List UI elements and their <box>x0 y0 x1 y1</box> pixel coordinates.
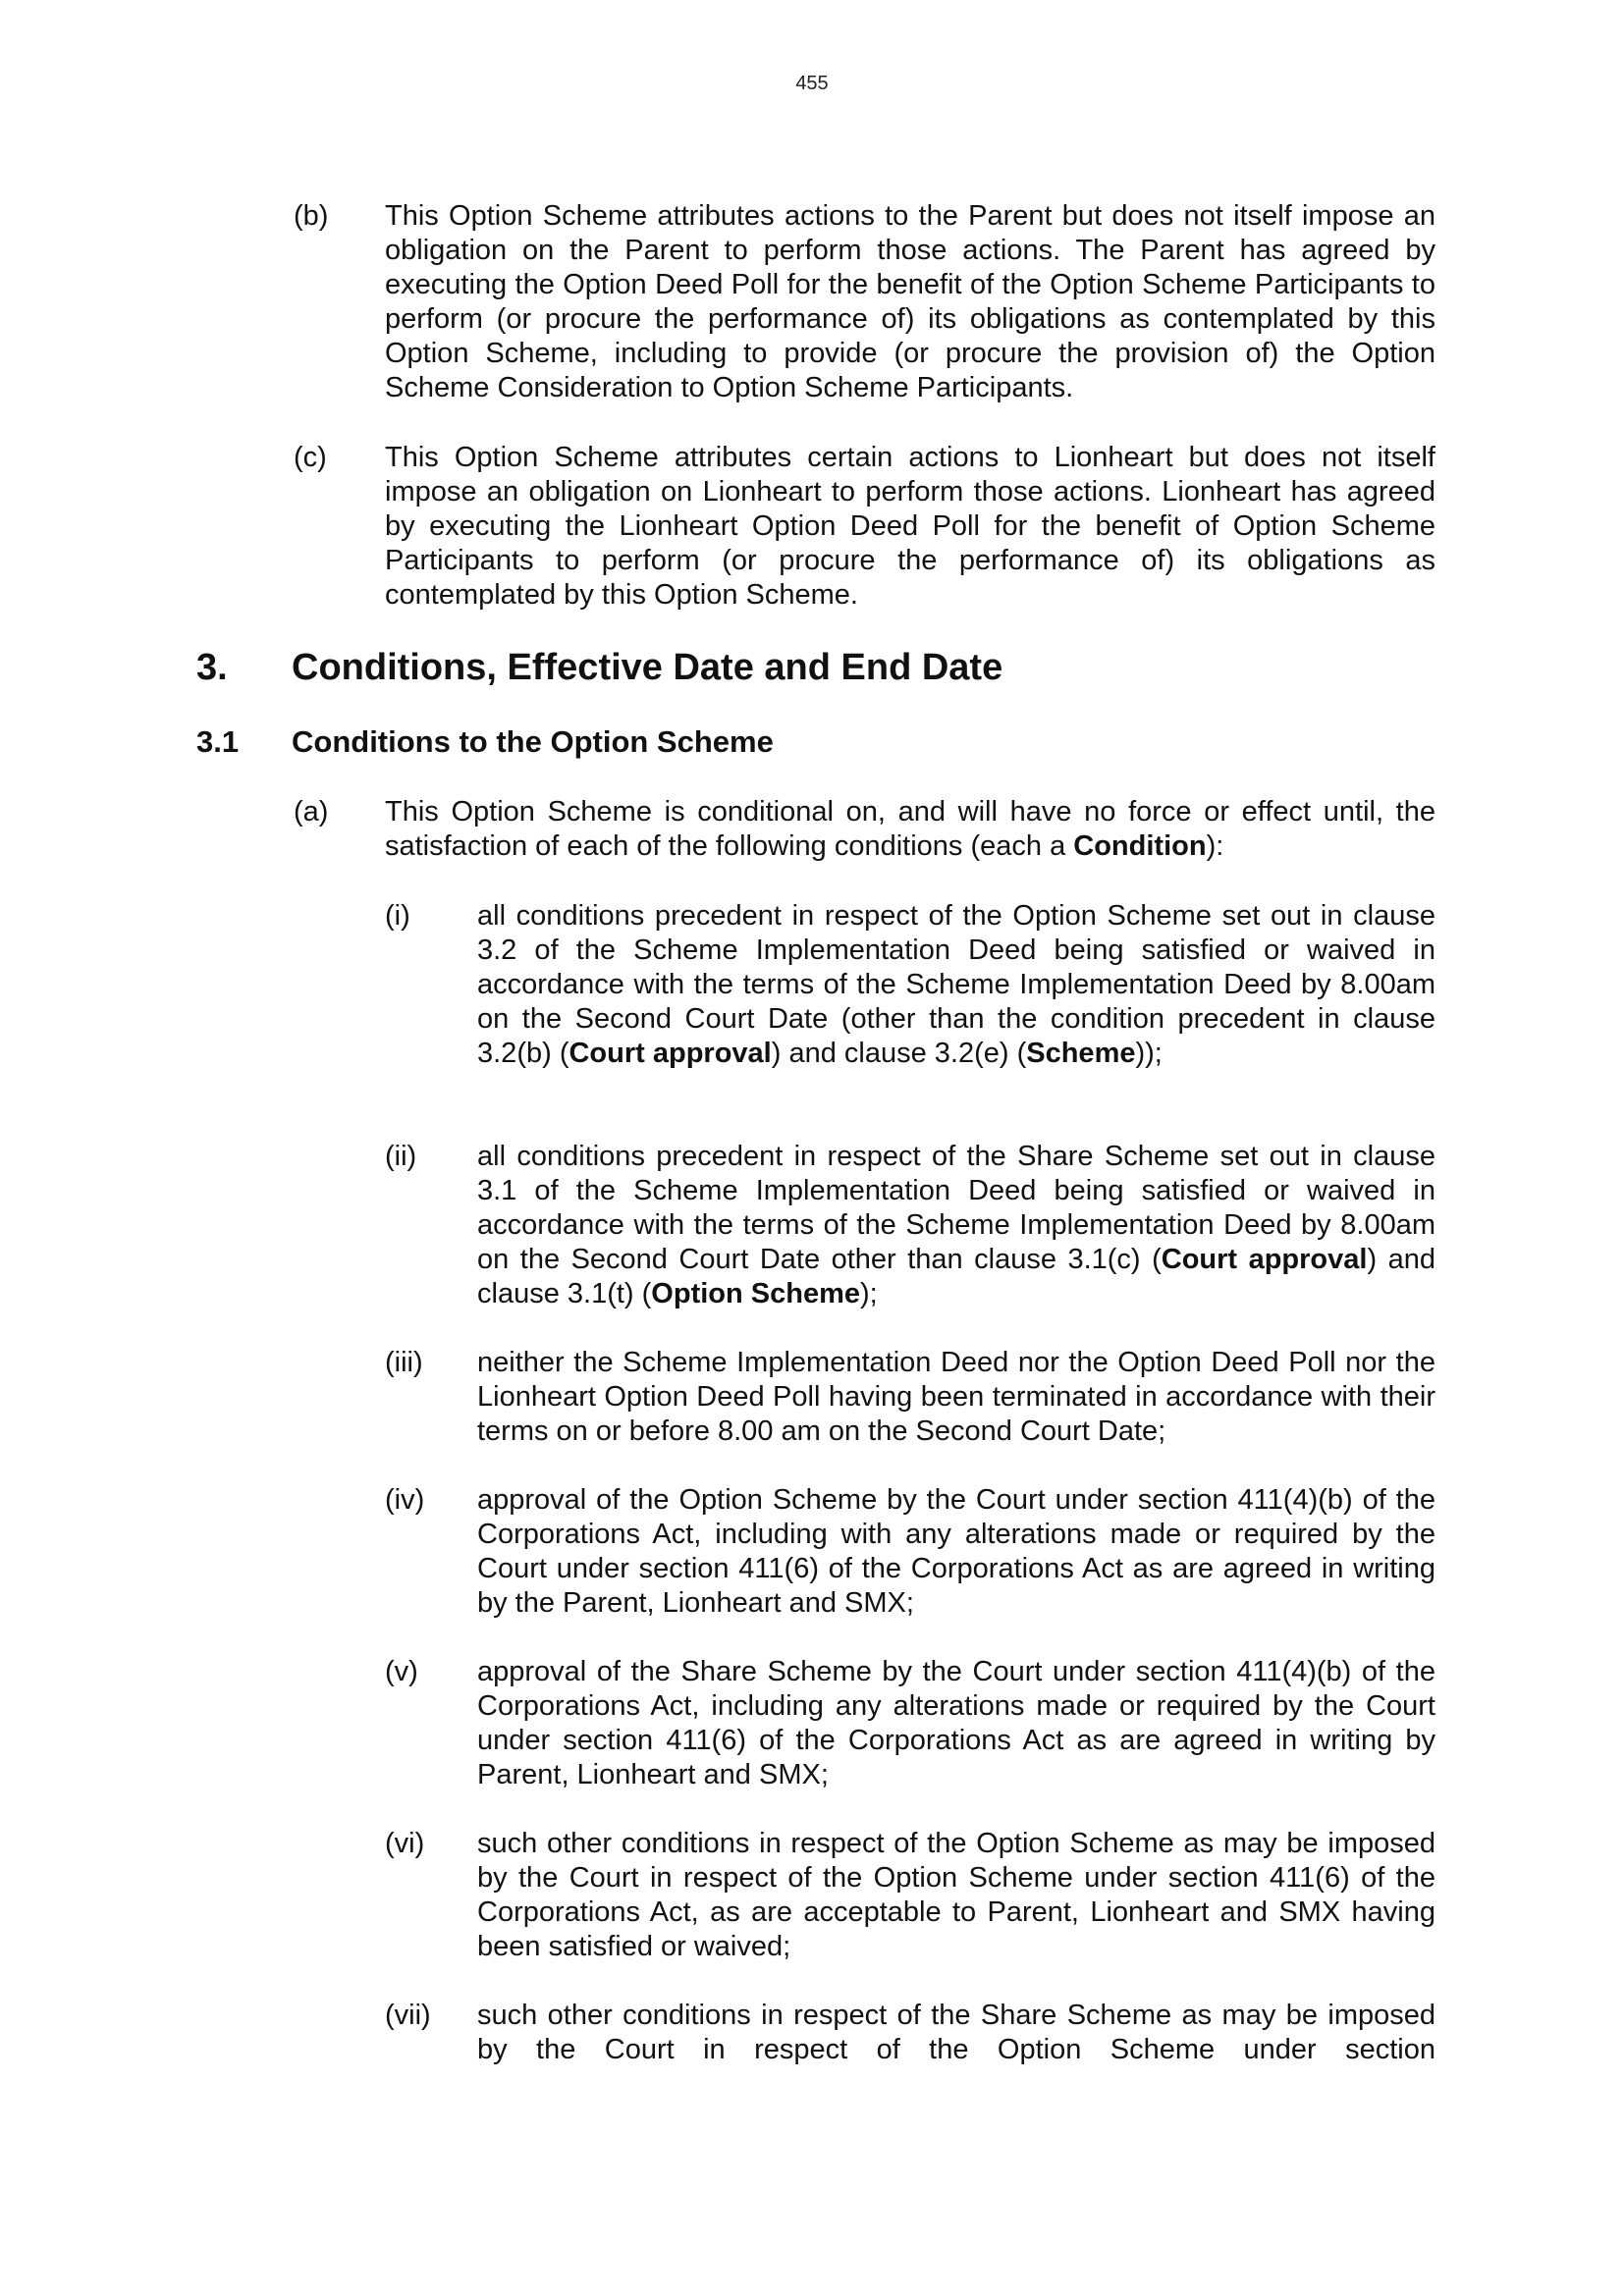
item-label-a: (a) <box>294 796 329 828</box>
subitem-label-iv: (iv) <box>385 1484 425 1516</box>
item-text-b: This Option Scheme attributes actions to the Parent but does not itself impose an obligation on the Parent to perform those actions. The Parent has agreed by executing the Option Deed Poll for the benefit of the Option Scheme Participants to perform (or procure the performance of) its obligations as contemplated by this Option Scheme, including to provide (or procure the provision of) the Option Scheme Consideration to Option Scheme Participants. <box>385 200 1435 403</box>
subitem-label-iii: (iii) <box>385 1347 423 1378</box>
item-label-c: (c) <box>294 442 327 473</box>
section-number: 3. <box>196 647 228 688</box>
item-label-b: (b) <box>294 200 329 232</box>
defined-term: Option Scheme <box>651 1278 860 1309</box>
subitem-text-iv: approval of the Option Scheme by the Court under section 411(4)(b) of the Corporations Act, including with any alterations made or required by the Court under section 411(6) of the Corporations Act as are agreed in writing by the Parent, Lionheart and SMX; <box>477 1484 1435 1619</box>
subitem-text-v: approval of the Share Scheme by the Court under section 411(4)(b) of the Corporations Act, including any alterations made or required by the Court under section 411(6) of the Corporations Act as are agreed in writing by Parent, Lionheart and SMX; <box>477 1656 1435 1790</box>
subsection-title: Conditions to the Option Scheme <box>292 724 774 759</box>
defined-term: Scheme <box>1026 1038 1136 1069</box>
subitem-text-i: all conditions precedent in respect of the Option Scheme set out in clause 3.2 of the Scheme Implementation Deed being satisfied or waived in accordance with the terms of the Scheme Implementation Deed by 8.00am on the Second Court Date (other than the condition precedent in clause 3.2(b) (Court approval) and clause 3.2(e) (Scheme)); <box>477 900 1435 1069</box>
subsection-number: 3.1 <box>196 724 240 759</box>
subitem-text-ii: all conditions precedent in respect of the Share Scheme set out in clause 3.1 of the Scheme Implementation Deed being satisfied or waived in accordance with the terms of the Scheme Implementation Deed by 8.00am on the Second Court Date other than clause 3.1(c) (Court approval) and clause 3.1(t) (Option Scheme); <box>477 1141 1435 1309</box>
subitem-text-vi: such other conditions in respect of the Option Scheme as may be imposed by the Court in respect of the Option Scheme under section 411(6) of the Corporations Act, as are acceptable to Parent, Lionheart and SMX having been satisfied or waived; <box>477 1828 1435 1962</box>
subitem-label-ii: (ii) <box>385 1141 417 1172</box>
subitem-label-vii: (vii) <box>385 2000 431 2031</box>
defined-term: Court approval <box>568 1038 772 1069</box>
page-number: 455 <box>795 73 829 94</box>
subitem-label-vi: (vi) <box>385 1828 425 1859</box>
section-title: Conditions, Effective Date and End Date <box>292 647 1003 688</box>
subitem-label-i: (i) <box>385 900 410 932</box>
item-text-a: This Option Scheme is conditional on, and will have no force or effect until, the satisfaction of each of the following conditions (each a Condition): <box>385 796 1435 862</box>
defined-term: Court approval <box>1161 1244 1368 1275</box>
defined-term: Condition <box>1073 830 1207 862</box>
subitem-text-iii: neither the Scheme Implementation Deed nor the Option Deed Poll nor the Lionheart Option Deed Poll having been terminated in accordance with their terms on or before 8.00 am on the Second Court Date; <box>477 1347 1435 1447</box>
item-text-c: This Option Scheme attributes certain actions to Lionheart but does not itself impose an obligation on Lionheart to perform those actions. Lionheart has agreed by executing the Lionheart Option Deed Poll for the benefit of Option Scheme Participants to perform (or procure the performance of) its obligations as contemplated by this Option Scheme. <box>385 442 1435 611</box>
subitem-text-vii: such other conditions in respect of the Share Scheme as may be imposed by the Court in respect of the Option Scheme under section <box>477 2000 1435 2065</box>
subitem-label-v: (v) <box>385 1656 418 1687</box>
